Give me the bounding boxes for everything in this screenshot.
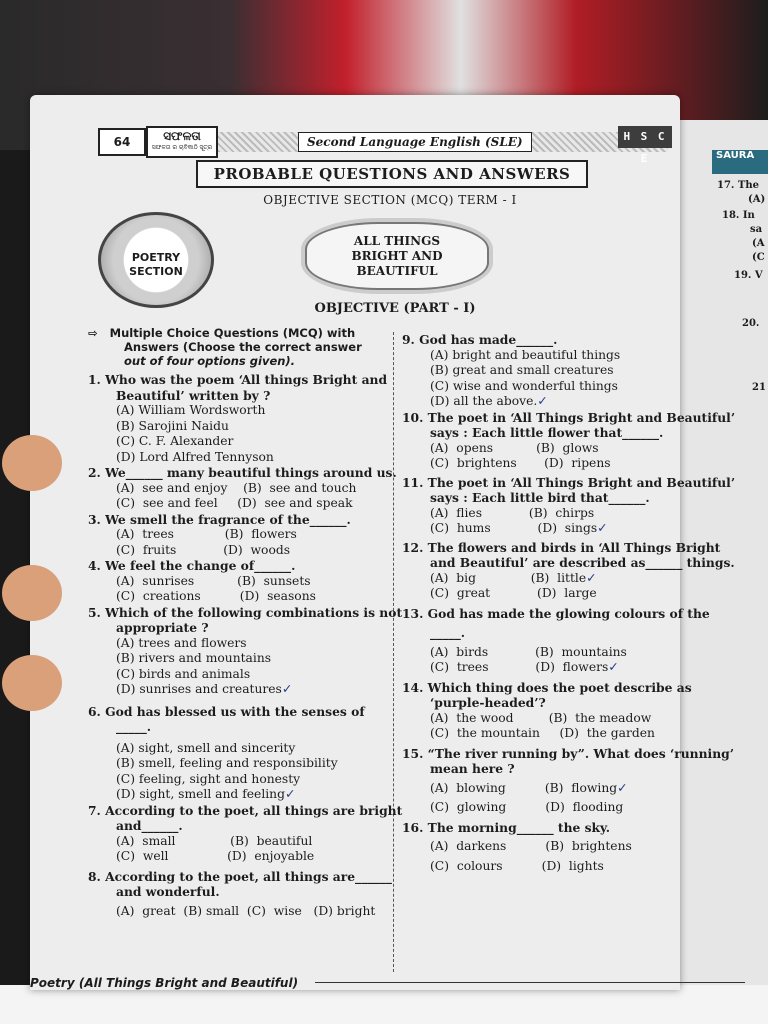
footer-rule [315, 982, 745, 983]
option: (C) C. F. Alexander [116, 434, 234, 448]
page-subtitle: OBJECTIVE SECTION (MCQ) TERM - I [263, 193, 517, 207]
question-cont: says : Each little flower that______. [430, 425, 664, 440]
option-row: (A) see and enjoy (B) see and touch [116, 480, 357, 495]
option-row: (C) see and feel (D) see and speak [116, 496, 353, 510]
option-row: (C) glowing (D) flooding [430, 800, 624, 814]
option: (A) bright and beautiful things [430, 347, 621, 362]
next-page-text: 17. The [717, 180, 759, 191]
option-row: (C) great (D) large [430, 586, 597, 600]
question-cont: and______. [116, 818, 183, 833]
option-row: (A) small (B) beautiful [116, 833, 313, 848]
option-row: (A) flies (B) chirps [430, 505, 595, 520]
question-cont: appropriate ? [116, 620, 209, 635]
option-row: (A) opens (B) glows [430, 440, 599, 455]
mcq-intro-line: ⇨ Multiple Choice Questions (MCQ) with [88, 326, 356, 340]
option: (B) great and small creatures [430, 363, 614, 377]
question: 13. God has made the glowing colours of the [402, 605, 710, 621]
option-row: (A) big (B) little✓ [430, 570, 597, 585]
option: (B) Sarojini Naidu [116, 418, 229, 433]
question-cont: and wonderful. [116, 884, 220, 899]
next-page-text: (A) [748, 194, 766, 205]
option-row: (C) creations (D) seasons [116, 589, 316, 603]
option-row: (C) trees (D) flowers✓ [430, 660, 619, 674]
question: 10. The poet in ‘All Things Bright and Beautiful’ [402, 409, 736, 425]
check-mark-icon: ✓ [597, 521, 608, 535]
next-page-text: 19. V [734, 270, 763, 281]
question: 11. The poet in ‘All Things Bright and Beautiful’ [402, 474, 736, 490]
question: 7. According to the poet, all things are bright [88, 802, 403, 818]
option-row: (C) hums (D) sings✓ [430, 521, 608, 535]
option: (C) feeling, sight and honesty [116, 771, 301, 786]
option-row: (A) birds (B) mountains [430, 644, 627, 659]
mcq-intro-line: out of four options given). [124, 354, 296, 368]
option: (A) sight, smell and sincerity [116, 740, 296, 755]
next-page-brand: SAURA [712, 150, 768, 174]
question: 15. “The river running by”. What does ‘running’ [402, 745, 735, 761]
question: 16. The morning______ the sky. [402, 819, 611, 835]
option: (B) rivers and mountains [116, 651, 272, 665]
subject-banner [218, 132, 668, 152]
question-cont: _____. [430, 625, 466, 640]
question: 3. We smell the fragrance of the______. [88, 511, 351, 527]
poetry-section-badge: POETRY SECTION [98, 212, 214, 308]
option-row: (C) colours (D) lights [430, 858, 604, 873]
question: 9. God has made______. [402, 332, 558, 347]
question-cont: Beautiful’ written by ? [116, 387, 271, 403]
option-row: (C) well (D) enjoyable [116, 849, 315, 863]
finger [2, 435, 62, 491]
option: (A) trees and flowers [116, 635, 247, 650]
check-mark-icon: ✓ [281, 682, 293, 696]
page-number: 64 [98, 128, 146, 156]
subject-label: Second Language English (SLE) [298, 132, 532, 152]
option-row: (C) brightens (D) ripens [430, 456, 611, 470]
publisher-logo: ସଫଳତା ସଫଳତା ର ଚାବିକାଠି ସୂତ୍ର [146, 126, 218, 158]
option-row: (A) blowing (B) flowing✓ [430, 780, 628, 795]
option: (D) sight, smell and feeling✓ [116, 787, 296, 801]
page-title: PROBABLE QUESTIONS AND ANSWERS [196, 160, 588, 188]
footer-label: Poetry (All Things Bright and Beautiful) [30, 976, 299, 990]
question-cont: _____. [116, 719, 152, 734]
question: 5. Which of the following combinations is not [88, 604, 403, 620]
mcq-intro-line: Answers (Choose the correct answer [124, 340, 362, 354]
next-page-text: 21 [752, 382, 766, 393]
option: (D) Lord Alfred Tennyson [116, 449, 274, 464]
question: 14. Which thing does the poet describe as [402, 679, 692, 695]
check-mark-icon: ✓ [537, 394, 548, 408]
part-heading: OBJECTIVE (PART - I) [314, 301, 476, 316]
check-mark-icon: ✓ [608, 660, 619, 674]
right-column [402, 332, 735, 874]
question: 1. Who was the poem ‘All things Bright and [88, 372, 388, 387]
option: (C) wise and wonderful things [430, 378, 618, 393]
check-mark-icon: ✓ [284, 787, 296, 801]
question: 2. We______ many beautiful things around us. [88, 465, 397, 480]
left-column [88, 326, 402, 919]
option-row: (A) the wood (B) the meadow [430, 710, 652, 725]
option: (A) William Wordsworth [116, 403, 266, 417]
option-row: (C) the mountain (D) the garden [430, 726, 655, 740]
option: (D) all the above.✓ [430, 394, 548, 408]
question-cont: says : Each little bird that______. [430, 490, 650, 505]
question: 4. We feel the change of______. [88, 558, 296, 573]
next-page-text: 18. In [722, 210, 755, 221]
option: (D) sunrises and creatures✓ [116, 682, 293, 696]
question: 6. God has blessed us with the senses of [88, 703, 365, 719]
page-footer [30, 972, 750, 992]
finger [2, 565, 62, 621]
next-page-text: (A [752, 238, 765, 249]
question: 12. The flowers and birds in ‘All Things Bright [402, 539, 721, 555]
next-page-text: 20. [742, 318, 760, 329]
page-header [98, 126, 672, 165]
poem-title-badge: ALL THINGS BRIGHT AND BEAUTIFUL [305, 222, 489, 290]
option-row: (A) darkens (B) brightens [430, 839, 632, 853]
next-page-text: (C [752, 252, 765, 263]
check-mark-icon: ✓ [586, 570, 597, 585]
question: 8. According to the poet, all things are______ [88, 868, 392, 884]
option-row: (A) great (B) small (C) wise (D) bright [116, 903, 376, 918]
option: (C) birds and animals [116, 666, 251, 681]
option-row: (C) fruits (D) woods [116, 542, 291, 557]
question-cont: and Beautiful’ are described as______ things. [430, 555, 735, 570]
next-page-text: sa [750, 224, 763, 235]
option-row: (A) trees (B) flowers [116, 527, 297, 541]
question-cont: ‘purple-headed’? [430, 695, 546, 710]
option: (B) smell, feeling and responsibility [116, 756, 338, 770]
finger [2, 655, 62, 711]
question-cont: mean here ? [430, 761, 515, 776]
board-badge: H S C E [618, 126, 672, 148]
option-row: (A) sunrises (B) sunsets [116, 573, 311, 588]
check-mark-icon: ✓ [617, 780, 628, 795]
